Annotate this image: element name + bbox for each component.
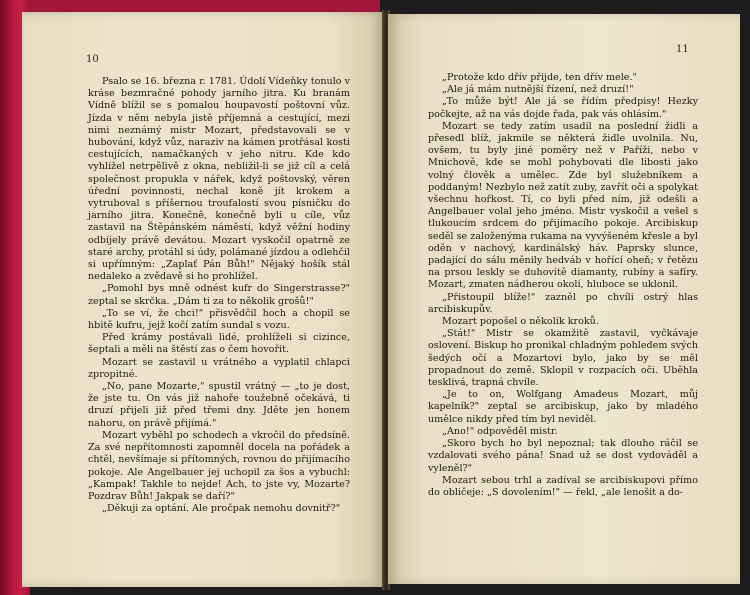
paragraph: „Je to on, Wolfgang Amadeus Mozart, můj kapelník?" zeptal se arcibiskup, jako by mladého umělce nikdy před tím byl neviděl. <box>428 389 698 425</box>
paragraph: Mozart se zastavil u vrátného a vyplatil chlapci zpropitné. <box>88 356 350 380</box>
paragraph: Mozart vyběhl po schodech a vkročil do předsíně. Za své nepřítomnosti zapomněl docela na pořádek a chtěl, nevšímaje si přítomných, rovnou do přijímacího pokoje. Ale Angelbauer jej uchopil za šos a vybuchl: „Kampak! Takhle to nejde! Ach, to jste vy, Mozarte? Pozdrav Bůh! Jakpak se daří?" <box>88 429 350 502</box>
paragraph: „Pomohl bys mně odnést kufr do Singerstrasse?" zeptal se skrčka. „Dám ti za to několik grošů!" <box>88 283 350 307</box>
right-page <box>388 14 740 584</box>
paragraph: „No, pane Mozarte," spustil vrátný — „to je dost, že jste tu. On vás již nahoře toužebně očekává, ti druzí přijeli již před třemi dny. Jděte jen honem nahoru, on právě přijímá." <box>88 381 350 429</box>
paragraph: Mozart popošel o několik kroků. <box>442 316 599 328</box>
page-number-left: 10 <box>86 54 99 65</box>
book-cover-top <box>0 0 380 12</box>
paragraph: Mozart sebou trhl a zadíval se arcibiskupovi přímo do obličeje: „S dovolením!" — řekl, „ale lenošit a do- <box>428 474 698 498</box>
paragraph: Psalo se 16. března r. 1781. Údolí Vídeňky tonulo v kráse bezmračné pohody jarního jitra. Ku branám Vídně blížil se s pomalou houpavostí poštovní vůz. Jízda v něm nebyla jistě příjemná a cestující, mezi nimi neznámý mistr Mozart, představovali se v hubování, když vůz, naraziv na kámen protřásal kosti cestujících, namačkaných v jeho nitru. Kde kdo vyhlížel netrpělivě z okna, nebližil-li se již cíl a celá společnost propukla v nářek, když poštovský, věren úřední povinnosti, nechal koně jít krokem a vytruboval s příšernou troufalostí svou písničku do jarního jitra. Konečně, konečně byli u cíle, vůz zastavil na Štěpánském náměstí, když věžní hodiny odbíjely právě devátou. Mozart vyskočil opatrně ze staré archy, protáhl si údy, polámané jízdou a odlehčil si upřímným: „Zaplať Pán Bůh!" Nějaký hošík stál nedaleko a zvědavě si ho prohlížel. <box>88 76 351 283</box>
left-page <box>22 12 384 587</box>
paragraph: „To může být! Ale já se řídím předpisy! Hezky počkejte, až na vás dojde řada, pak vás ohlásím." <box>428 96 698 120</box>
paragraph: „Stát!" Mistr se okamžitě zastavil, vyčkávaje oslovení. Biskup ho pronikal chladným pohledem svých šedých očí a Mozartovi bylo, jako by se měl propadnout do země. Sklopil v rozpacích oči. Uběhla tesklivá, trapná chvíle. <box>428 328 698 389</box>
left-page-text <box>88 76 350 515</box>
paragraph: Mozart se tedy zatím usadil na poslední židli a přesedl blíž, jakmile se některá židle uvolnila. Nu, ovšem, tu byly jiné poměry než v Paříži, nebo v Mnichově, kde se mohl pohybovati dle libosti jako volný člověk a umělec. Zde byl služebníkem a poddaným! Nezbylo než zatít zuby, zavřít oči a spolykat všechnu hořkost. Tí, co byli před ním, již odešli a Angelbauer volal jeho jméno. Mistr vyskočil a vešel s tlukoucím srdcem do přijímacího pokoje. Arcibiskup seděl se založenýma rukama na vyvýšeném křesle a byl oděn v nachový, kardinálský háv. Paprsky slunce, padající do sálu měnily hedváb v hořící oheň; v řetězu na prsou leskly se duhovitě diamanty, rubíny a safíry. Mozart, zmaten nádherou okolí, hluboce se uklonil. <box>428 120 698 291</box>
paragraph: „Ale já mám nutnější řízení, než druzí!" <box>442 84 634 96</box>
paragraph: „Skoro bych ho byl nepoznal; tak dlouho ráčil se vzdalovati svého pána! Snad už se dost vydováděl a vyleněl?" <box>428 438 698 474</box>
paragraph: „Děkuji za optání. Ale pročpak nemohu dovnitř?" <box>102 503 341 515</box>
paragraph: Před krámy postávali lidé, prohlíželi si cizince, šeptali a měli na štěstí zas o čem hovořit. <box>88 332 350 356</box>
right-page-text <box>428 72 698 499</box>
page-number-right: 11 <box>676 44 689 55</box>
paragraph: „To se ví, že chci!" přisvědčil hoch a chopil se hbitě kufru, jejž kočí zatím sundal s vozu. <box>88 307 350 332</box>
paragraph: „Přistoupil blíže!" zazněl po chvíli ostrý hlas arcibiskupův. <box>428 291 698 315</box>
paragraph: „Protože kdo dřív přijde, ten dřív mele." <box>442 72 637 83</box>
paragraph: „Ano!" odpověděl mistr. <box>442 425 558 437</box>
